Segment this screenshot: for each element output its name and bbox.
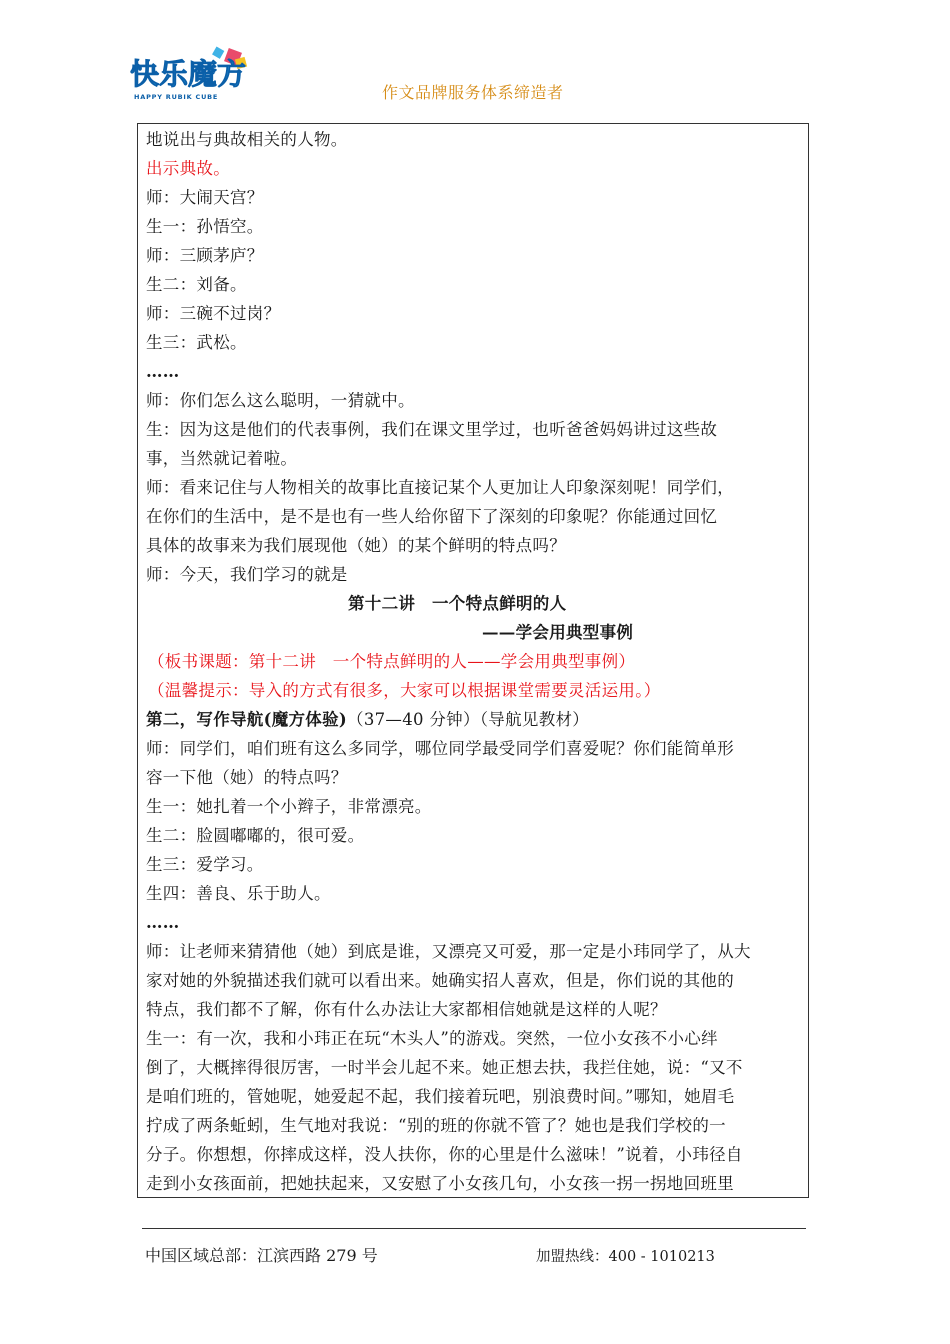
text-line: 师：你们怎么这么聪明，一猜就中。	[146, 391, 415, 410]
ellipsis-line: ……	[146, 362, 180, 381]
tip-note: （温馨提示：导入的方式有很多，大家可以根据课堂需要灵活运用。）	[148, 681, 661, 700]
text-line: 师：同学们，咱们班有这么多同学，哪位同学最受同学们喜爱呢？你们能简单形	[146, 739, 734, 758]
dialogue-part-1	[146, 125, 801, 589]
text-line: 生三：武松。	[146, 333, 247, 352]
section-heading-title: 第二，写作导航(魔方体验)	[146, 710, 348, 729]
text-line: 生一：她扎着一个小辫子，非常漂亮。	[146, 797, 432, 816]
text-line: 师：今天，我们学习的就是	[146, 565, 348, 584]
dialogue-part-2	[146, 734, 801, 1198]
text-line: 生三：爱学习。	[146, 855, 264, 874]
text-line: 地说出与典故相关的人物。	[146, 130, 348, 149]
footer-divider	[142, 1228, 806, 1229]
text-line: 分子。你想想，你摔成这样，没人扶你，你的心里是什么滋味！”说着，小玮径自	[146, 1145, 743, 1164]
section-heading-meta: （37—40 分钟）（导航见教材）	[347, 710, 590, 729]
text-line: 倒了，大概摔得很厉害，一时半会儿起不来。她正想去扶，我拦住她，说：“又不	[146, 1058, 743, 1077]
text-line: 是咱们班的，管她呢，她爱起不起，我们接着玩吧，别浪费时间。”哪知，她眉毛	[146, 1087, 735, 1106]
svg-text:快乐魔方: 快乐魔方	[130, 57, 247, 91]
board-note: （板书课题：第十二讲 一个特点鲜明的人——学会用典型事例）	[148, 652, 636, 671]
lesson-title: 第十二讲 一个特点鲜明的人	[348, 594, 567, 613]
text-line: 生二：脸圆嘟嘟的，很可爱。	[146, 826, 365, 845]
text-line: 具体的故事来为我们展现他（她）的某个鲜明的特点吗？	[146, 536, 566, 555]
svg-text:HAPPY RUBIK CUBE: HAPPY RUBIK CUBE	[134, 93, 219, 101]
text-line: 师：三碗不过岗？	[146, 304, 281, 323]
text-line: 生一：有一次，我和小玮正在玩“木头人”的游戏。突然，一位小女孩不小心绊	[146, 1029, 718, 1048]
text-line: 师：让老师来猜猜他（她）到底是谁，又漂亮又可爱，那一定是小玮同学了，从大	[146, 942, 751, 961]
section-heading	[146, 705, 801, 734]
footer-address: 中国区域总部：江滨西路 279 号	[145, 1246, 378, 1265]
text-line: 师：看来记住与人物相关的故事比直接记某个人更加让人印象深刻呢！同学们，	[146, 478, 734, 497]
text-line: 走到小女孩面前，把她扶起来，又安慰了小女孩几句，小女孩一拐一拐地回班里	[146, 1174, 734, 1193]
text-line: 生二：刘备。	[146, 275, 247, 294]
text-line: 事，当然就记着啦。	[146, 449, 298, 468]
lesson-content	[138, 124, 808, 1198]
text-line: 生四：善良、乐于助人。	[146, 884, 331, 903]
ellipsis-line: ……	[146, 913, 180, 932]
text-line: 师：大闹天宫？	[146, 188, 264, 207]
text-line: 特点，我们都不了解，你有什么办法让大家都相信她就是这样的人呢？	[146, 1000, 667, 1019]
text-line: 容一下他（她）的特点吗？	[146, 768, 348, 787]
text-line: 出示典故。	[146, 159, 230, 178]
text-line: 在你们的生活中，是不是也有一些人给你留下了深刻的印象呢？你能通过回忆	[146, 507, 718, 526]
text-line: 家对她的外貌描述我们就可以看出来。她确实招人喜欢，但是，你们说的其他的	[146, 971, 734, 990]
text-line: 拧成了两条蚯蚓，生气地对我说：“别的班的你就不管了？她也是我们学校的一	[146, 1116, 726, 1135]
footer-hotline: 加盟热线：400 - 1010213	[536, 1249, 715, 1265]
lesson-content-box	[137, 123, 809, 1198]
brand-logo	[128, 44, 256, 104]
brand-slogan: 作文品牌服务体系缔造者	[382, 83, 564, 102]
text-line: 生：因为这是他们的代表事例，我们在课文里学过，也听爸爸妈妈讲过这些故	[146, 420, 718, 439]
text-line: 生一：孙悟空。	[146, 217, 264, 236]
text-line: 师：三顾茅庐？	[146, 246, 264, 265]
lesson-subtitle: ——学会用典型事例	[482, 623, 634, 642]
